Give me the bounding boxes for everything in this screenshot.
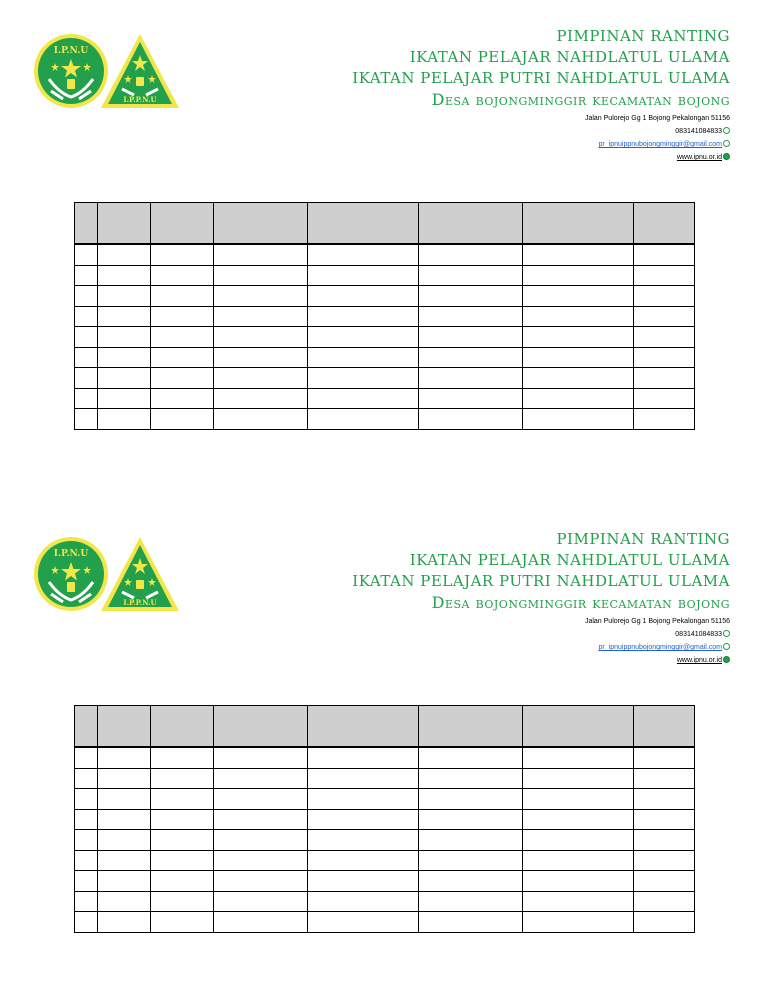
table-cell[interactable]: [98, 809, 151, 830]
table-cell[interactable]: [75, 850, 98, 871]
table-cell[interactable]: [214, 912, 308, 933]
table-cell[interactable]: [214, 286, 308, 307]
table-cell[interactable]: [98, 830, 151, 851]
table-cell[interactable]: [308, 850, 419, 871]
address-text: Jalan Pulorejo Gg 1 Bojong Pekalongan 51156: [584, 115, 730, 122]
table-cell[interactable]: [75, 409, 98, 430]
table-cell[interactable]: [214, 265, 308, 286]
table-cell[interactable]: [523, 347, 634, 368]
table-cell[interactable]: [151, 912, 214, 933]
table-row: [75, 244, 695, 265]
table-cell[interactable]: [151, 747, 214, 768]
header-cell: [151, 203, 214, 245]
table-cell[interactable]: [151, 871, 214, 892]
email-link[interactable]: pr_ipnuippnubojongminggir@gmail.com: [598, 644, 722, 651]
org-name-ipnu: IKATAN PELAJAR NAHDLATUL ULAMA: [409, 551, 730, 569]
table-cell[interactable]: [308, 368, 419, 389]
table-cell[interactable]: [98, 327, 151, 348]
table-cell[interactable]: [419, 368, 523, 389]
table-cell[interactable]: [151, 368, 214, 389]
table-cell[interactable]: [419, 768, 523, 789]
table-cell[interactable]: [214, 244, 308, 265]
whatsapp-icon: [723, 127, 730, 134]
table-cell[interactable]: [151, 768, 214, 789]
table-cell[interactable]: [75, 286, 98, 307]
table-cell[interactable]: [98, 306, 151, 327]
header-cell: [634, 706, 695, 748]
table-cell[interactable]: [419, 912, 523, 933]
header-cell: [98, 706, 151, 748]
table-cell[interactable]: [308, 409, 419, 430]
table-cell[interactable]: [214, 747, 308, 768]
table-cell[interactable]: [419, 871, 523, 892]
table-cell[interactable]: [75, 789, 98, 810]
header-cell: [419, 706, 523, 748]
table-cell[interactable]: [98, 265, 151, 286]
table-row: [75, 286, 695, 307]
table-cell[interactable]: [308, 830, 419, 851]
table-cell[interactable]: [75, 871, 98, 892]
table-cell[interactable]: [308, 306, 419, 327]
table-row: [75, 347, 695, 368]
table-cell[interactable]: [151, 306, 214, 327]
table-cell[interactable]: [523, 388, 634, 409]
table-cell[interactable]: [75, 244, 98, 265]
table-cell[interactable]: [308, 871, 419, 892]
table-cell[interactable]: [419, 388, 523, 409]
table-cell[interactable]: [75, 327, 98, 348]
header-cell: [214, 706, 308, 748]
table-cell[interactable]: [523, 809, 634, 830]
table-cell[interactable]: [75, 265, 98, 286]
website-row: [270, 655, 730, 666]
header-cell: [634, 203, 695, 245]
table-cell[interactable]: [523, 891, 634, 912]
ippnu-logo-text: I.P.P.N.U: [123, 598, 157, 607]
table-cell[interactable]: [634, 327, 695, 348]
table-cell[interactable]: [151, 244, 214, 265]
table-cell[interactable]: [419, 789, 523, 810]
table-cell[interactable]: [214, 789, 308, 810]
website-row: [270, 152, 730, 163]
email-icon: [723, 140, 730, 147]
table-row: [75, 809, 695, 830]
ippnu-logo: [100, 33, 180, 109]
header-cell: [151, 706, 214, 748]
table-cell[interactable]: [419, 891, 523, 912]
table-cell[interactable]: [151, 265, 214, 286]
table-cell[interactable]: [98, 244, 151, 265]
table-cell[interactable]: [308, 286, 419, 307]
header-cell: [523, 203, 634, 245]
table-cell[interactable]: [75, 388, 98, 409]
table-cell[interactable]: [151, 830, 214, 851]
table-cell[interactable]: [214, 409, 308, 430]
letterhead: [270, 26, 730, 163]
ipnu-logo-text: I.P.N.U: [53, 549, 89, 559]
table-cell[interactable]: [308, 912, 419, 933]
table-cell[interactable]: [98, 891, 151, 912]
table-cell[interactable]: [419, 830, 523, 851]
globe-icon: [723, 656, 730, 663]
website-link[interactable]: www.ipnu.or.id: [676, 154, 722, 161]
table-cell[interactable]: [98, 368, 151, 389]
table-cell[interactable]: [151, 891, 214, 912]
table-cell[interactable]: [523, 789, 634, 810]
table-cell[interactable]: [151, 388, 214, 409]
table-row: [75, 368, 695, 389]
table-cell[interactable]: [214, 347, 308, 368]
table-cell[interactable]: [634, 850, 695, 871]
table-cell[interactable]: [634, 347, 695, 368]
website-link[interactable]: www.ipnu.or.id: [676, 657, 722, 664]
table-cell[interactable]: [634, 768, 695, 789]
table-row: [75, 388, 695, 409]
org-name-ippnu: IKATAN PELAJAR PUTRI NAHDLATUL ULAMA: [352, 572, 730, 590]
table-cell[interactable]: [308, 809, 419, 830]
table-row: [75, 891, 695, 912]
table-cell[interactable]: [151, 327, 214, 348]
data-table: [74, 202, 695, 430]
whatsapp-icon: [723, 630, 730, 637]
table-row: [75, 768, 695, 789]
table-cell[interactable]: [634, 388, 695, 409]
table-cell[interactable]: [523, 830, 634, 851]
table-header-row: [75, 203, 695, 245]
address-text: Jalan Pulorejo Gg 1 Bojong Pekalongan 51156: [584, 618, 730, 625]
table-cell[interactable]: [523, 768, 634, 789]
table-cell[interactable]: [98, 286, 151, 307]
table-cell[interactable]: [634, 409, 695, 430]
table-cell[interactable]: [98, 388, 151, 409]
table-cell[interactable]: [98, 789, 151, 810]
table-cell[interactable]: [419, 244, 523, 265]
table-cell[interactable]: [523, 306, 634, 327]
table-row: [75, 912, 695, 933]
table-cell[interactable]: [523, 409, 634, 430]
table-cell[interactable]: [151, 850, 214, 871]
org-level-title: PIMPINAN RANTING: [556, 27, 730, 45]
table-cell[interactable]: [523, 265, 634, 286]
table-cell[interactable]: [98, 850, 151, 871]
table-cell[interactable]: [214, 327, 308, 348]
ipnu-logo-text: I.P.N.U: [53, 46, 89, 56]
table-cell[interactable]: [634, 368, 695, 389]
table-cell[interactable]: [634, 747, 695, 768]
table-cell[interactable]: [308, 768, 419, 789]
phone-row: [270, 126, 730, 137]
table-cell[interactable]: [98, 768, 151, 789]
org-location: Desa bojongminggir kecamatan bojong: [431, 593, 730, 612]
table-cell[interactable]: [98, 871, 151, 892]
table-cell[interactable]: [75, 768, 98, 789]
ippnu-logo: [100, 536, 180, 612]
table-cell[interactable]: [523, 244, 634, 265]
table-cell[interactable]: [214, 768, 308, 789]
email-row: [270, 139, 730, 150]
table-row: [75, 747, 695, 768]
header-cell: [419, 203, 523, 245]
table-cell[interactable]: [634, 265, 695, 286]
table-cell[interactable]: [75, 830, 98, 851]
table-cell[interactable]: [523, 286, 634, 307]
table-cell[interactable]: [523, 368, 634, 389]
phone-row: [270, 629, 730, 640]
table-cell[interactable]: [308, 244, 419, 265]
table-row: [75, 789, 695, 810]
header-cell: [308, 203, 419, 245]
table-cell[interactable]: [308, 327, 419, 348]
table-cell[interactable]: [523, 747, 634, 768]
table-cell[interactable]: [419, 327, 523, 348]
table-cell[interactable]: [308, 347, 419, 368]
table-cell[interactable]: [98, 409, 151, 430]
table-cell[interactable]: [419, 286, 523, 307]
header-cell: [523, 706, 634, 748]
table-cell[interactable]: [214, 891, 308, 912]
table-cell[interactable]: [214, 388, 308, 409]
table-cell[interactable]: [523, 871, 634, 892]
table-row: [75, 850, 695, 871]
table-cell[interactable]: [523, 912, 634, 933]
table-cell[interactable]: [214, 809, 308, 830]
table-row: [75, 871, 695, 892]
table-cell[interactable]: [634, 912, 695, 933]
table-cell[interactable]: [151, 789, 214, 810]
table-cell[interactable]: [419, 265, 523, 286]
table-cell[interactable]: [75, 891, 98, 912]
table-cell[interactable]: [419, 409, 523, 430]
table-cell[interactable]: [634, 809, 695, 830]
table-cell[interactable]: [634, 830, 695, 851]
table-cell[interactable]: [214, 306, 308, 327]
email-link[interactable]: pr_ipnuippnubojongminggir@gmail.com: [598, 141, 722, 148]
table-row: [75, 265, 695, 286]
table-row: [75, 409, 695, 430]
table-cell[interactable]: [523, 850, 634, 871]
data-table: [74, 705, 695, 933]
table-cell[interactable]: [151, 409, 214, 430]
phone-text: 083141084833: [675, 631, 722, 638]
table-cell[interactable]: [634, 789, 695, 810]
table-cell[interactable]: [151, 347, 214, 368]
table-cell[interactable]: [634, 891, 695, 912]
org-name-ipnu: IKATAN PELAJAR NAHDLATUL ULAMA: [409, 48, 730, 66]
table-cell[interactable]: [308, 388, 419, 409]
header-cell: [214, 203, 308, 245]
table-cell[interactable]: [419, 747, 523, 768]
table-cell[interactable]: [308, 789, 419, 810]
header-cell: [98, 203, 151, 245]
org-level-title: PIMPINAN RANTING: [556, 530, 730, 548]
table-cell[interactable]: [419, 850, 523, 871]
table-row: [75, 306, 695, 327]
table-cell[interactable]: [308, 265, 419, 286]
table-cell[interactable]: [419, 306, 523, 327]
ipnu-logo: [33, 33, 109, 109]
table-cell[interactable]: [634, 244, 695, 265]
table-cell[interactable]: [75, 347, 98, 368]
table-cell[interactable]: [308, 747, 419, 768]
table-cell[interactable]: [75, 306, 98, 327]
table-cell[interactable]: [98, 912, 151, 933]
phone-text: 083141084833: [675, 128, 722, 135]
globe-icon: [723, 153, 730, 160]
email-row: [270, 642, 730, 653]
table-header-row: [75, 706, 695, 748]
table-cell[interactable]: [634, 286, 695, 307]
table-cell[interactable]: [75, 747, 98, 768]
table-cell[interactable]: [75, 912, 98, 933]
email-icon: [723, 643, 730, 650]
table-cell[interactable]: [214, 850, 308, 871]
table-cell[interactable]: [75, 809, 98, 830]
table-cell[interactable]: [308, 891, 419, 912]
table-cell[interactable]: [75, 368, 98, 389]
table-cell[interactable]: [214, 368, 308, 389]
ippnu-logo-text: I.P.P.N.U: [123, 95, 157, 104]
ipnu-logo: [33, 536, 109, 612]
org-name-ippnu: IKATAN PELAJAR PUTRI NAHDLATUL ULAMA: [352, 69, 730, 87]
header-cell: [75, 203, 98, 245]
table-cell[interactable]: [419, 809, 523, 830]
table-cell[interactable]: [151, 809, 214, 830]
table-row: [75, 327, 695, 348]
header-cell: [75, 706, 98, 748]
table-cell[interactable]: [98, 747, 151, 768]
table-row: [75, 830, 695, 851]
table-cell[interactable]: [634, 306, 695, 327]
table-cell[interactable]: [523, 327, 634, 348]
table-cell[interactable]: [151, 286, 214, 307]
table-cell[interactable]: [634, 871, 695, 892]
table-cell[interactable]: [214, 871, 308, 892]
table-cell[interactable]: [419, 347, 523, 368]
letterhead: [270, 529, 730, 666]
org-location: Desa bojongminggir kecamatan bojong: [431, 90, 730, 109]
header-cell: [308, 706, 419, 748]
table-cell[interactable]: [98, 347, 151, 368]
table-cell[interactable]: [214, 830, 308, 851]
